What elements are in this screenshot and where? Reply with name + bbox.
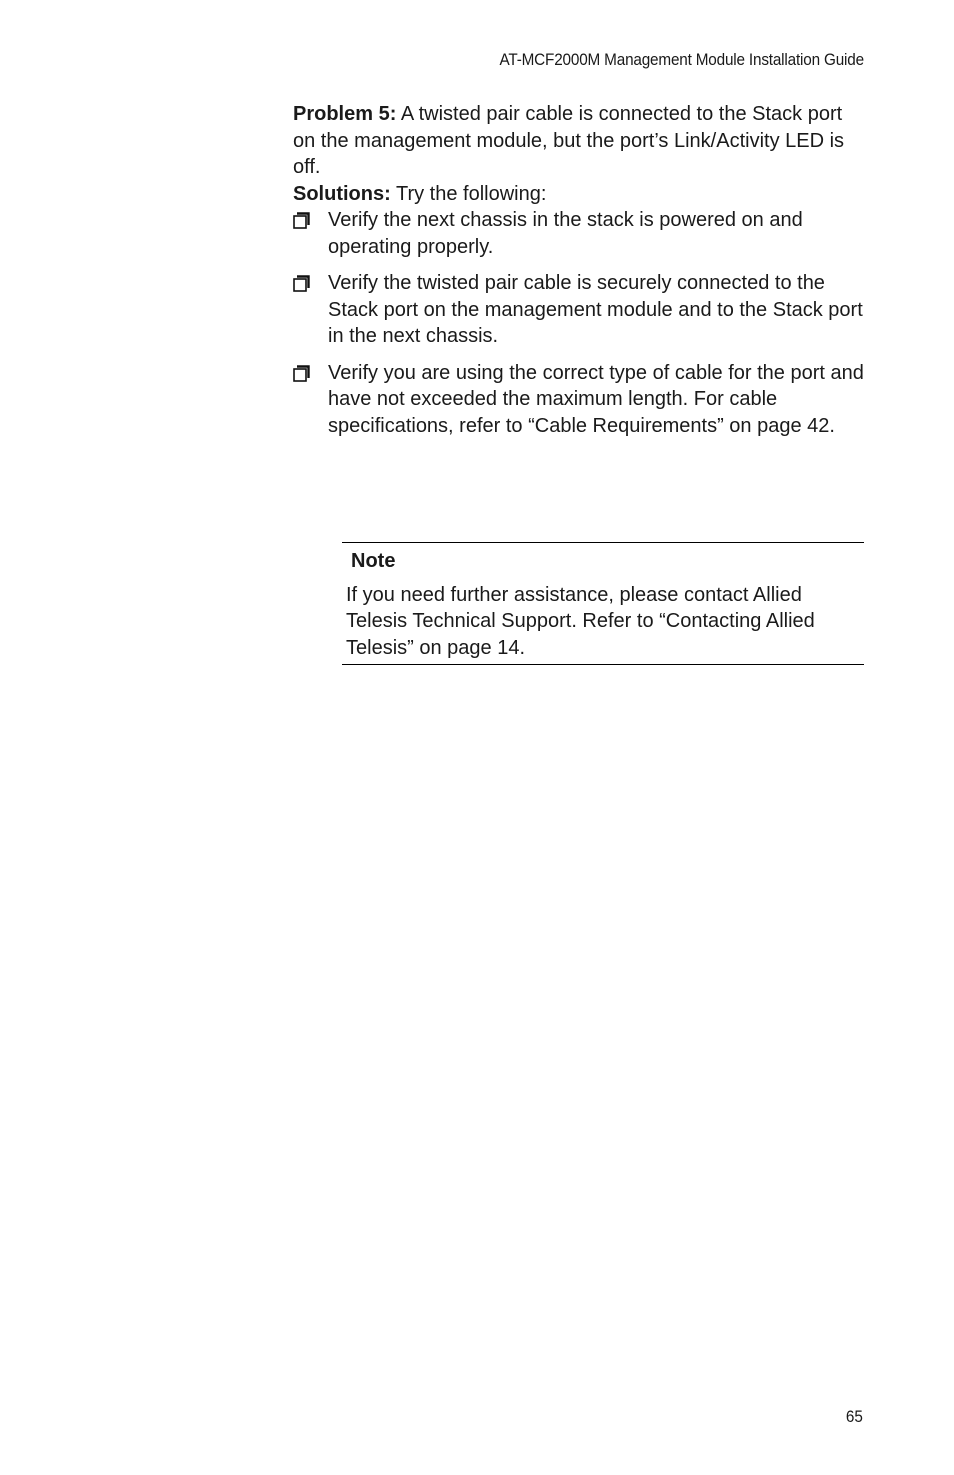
checkbox-icon bbox=[293, 212, 310, 229]
problem-paragraph bbox=[293, 101, 868, 181]
checkbox-icon bbox=[293, 365, 310, 382]
problem-label: Problem 5: bbox=[293, 103, 397, 125]
note-box bbox=[342, 542, 864, 665]
checkbox-icon bbox=[293, 275, 310, 292]
list-item-text: Verify the next chassis in the stack is powered on and operating properly. bbox=[328, 209, 803, 258]
note-text: If you need further assistance, please contact Allied Telesis Technical Support. Refer to “Contacting Allied Telesis” on page 14. bbox=[346, 583, 815, 659]
page-number: 65 bbox=[845, 1407, 863, 1426]
solutions-label: Solutions: bbox=[293, 182, 391, 205]
note-title: Note bbox=[351, 550, 396, 572]
list-item bbox=[293, 360, 868, 440]
list-item bbox=[293, 207, 868, 260]
solutions-paragraph bbox=[293, 181, 868, 208]
solutions-checklist bbox=[293, 207, 868, 439]
list-item bbox=[293, 270, 868, 350]
solutions-text: Try the following: bbox=[395, 182, 547, 205]
problem-text: A twisted pair cable is connected to the Stack port on the management module, but the port’s Link/Activity LED is off. bbox=[293, 103, 845, 178]
running-header: AT-MCF2000M Management Module Installation Guide bbox=[499, 50, 864, 69]
list-item-text: Verify the twisted pair cable is securely connected to the Stack port on the management module and to the Stack port in the next chassis. bbox=[328, 272, 863, 347]
list-item-text: Verify you are using the correct type of cable for the port and have not exceeded the maximum length. For cable specifications, refer to “Cable Requirements” on page 42. bbox=[328, 361, 864, 437]
main-content bbox=[293, 101, 868, 449]
